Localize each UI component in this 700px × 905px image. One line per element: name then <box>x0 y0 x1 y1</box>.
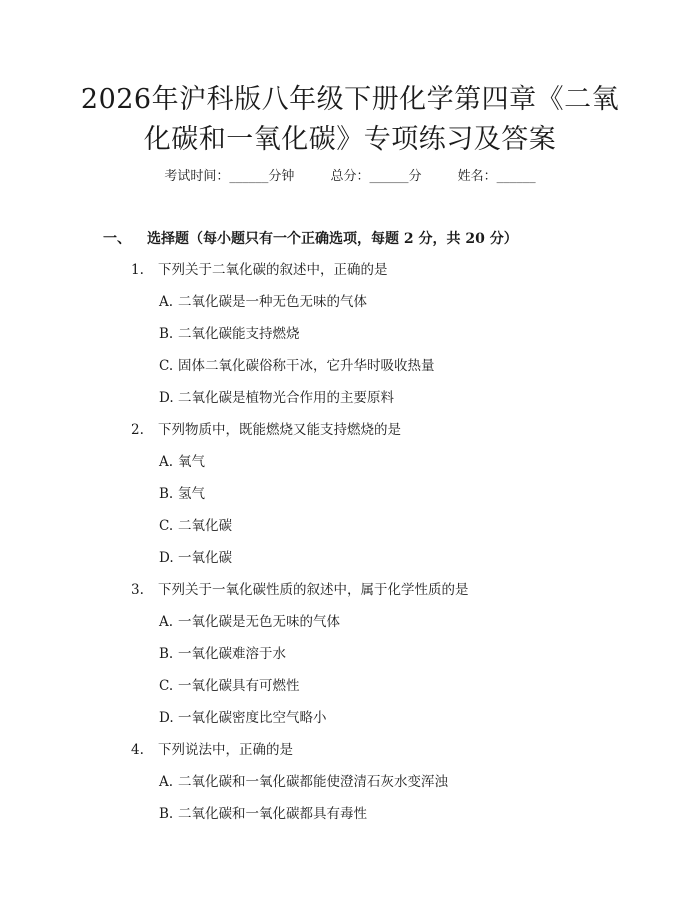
question-number: 4. <box>131 742 144 758</box>
option-letter: A. <box>159 294 174 310</box>
option <box>159 452 205 472</box>
option-letter: D. <box>159 710 174 726</box>
option <box>159 676 300 696</box>
option-letter: B. <box>159 806 174 822</box>
question-text: 下列关于二氧化碳的叙述中，正确的是 <box>158 262 388 278</box>
option <box>159 356 435 376</box>
option-letter: B. <box>159 486 174 502</box>
option-letter: A. <box>159 774 174 790</box>
option-letter: C. <box>159 678 174 694</box>
section-heading <box>103 228 518 250</box>
option-text: 一氧化碳具有可燃性 <box>178 678 300 694</box>
option-text: 二氧化碳和一氧化碳都具有毒性 <box>178 806 367 822</box>
option-letter: D. <box>159 550 174 566</box>
question-number: 3. <box>131 582 144 598</box>
student-name: 姓名：______ <box>457 169 536 184</box>
question-text: 下列说法中，正确的是 <box>158 742 293 758</box>
option <box>159 548 232 568</box>
option-letter: C. <box>159 518 174 534</box>
option-text: 氧气 <box>178 454 205 470</box>
exam-score: 总分：______分 <box>330 169 422 184</box>
question <box>131 580 469 600</box>
option-letter: B. <box>159 646 174 662</box>
option-text: 一氧化碳难溶于水 <box>178 646 286 662</box>
option-text: 一氧化碳是无色无味的气体 <box>178 614 340 630</box>
option-text: 一氧化碳 <box>178 550 232 566</box>
title-line-2: 化碳和一氧化碳》专项练习及答案 <box>143 124 557 155</box>
option-text: 二氧化碳是一种无色无味的气体 <box>178 294 367 310</box>
question <box>131 740 293 760</box>
option-text: 氢气 <box>178 486 205 502</box>
question-text: 下列关于一氧化碳性质的叙述中，属于化学性质的是 <box>158 582 469 598</box>
option-letter: C. <box>159 358 174 374</box>
option-letter: B. <box>159 326 174 342</box>
option-letter: D. <box>159 390 174 406</box>
option <box>159 516 232 536</box>
option-text: 二氧化碳能支持燃烧 <box>178 326 300 342</box>
section-title: 选择题（每小题只有一个正确选项，每题 2 分，共 20 分） <box>147 231 518 247</box>
exam-meta <box>0 167 700 187</box>
option-text: 二氧化碳 <box>178 518 232 534</box>
option <box>159 644 286 664</box>
question-text: 下列物质中，既能燃烧又能支持燃烧的是 <box>158 422 401 438</box>
option <box>159 708 327 728</box>
section-number: 一、 <box>103 231 131 247</box>
option <box>159 292 367 312</box>
question <box>131 260 388 280</box>
option <box>159 324 300 344</box>
option-letter: A. <box>159 614 174 630</box>
option <box>159 388 394 408</box>
option <box>159 484 205 504</box>
option-letter: A. <box>159 454 174 470</box>
document-title <box>60 80 640 160</box>
question-number: 2. <box>131 422 144 438</box>
exam-time: 考试时间：______分钟 <box>164 169 295 184</box>
option <box>159 804 367 824</box>
option <box>159 772 448 792</box>
option <box>159 612 340 632</box>
option-text: 固体二氧化碳俗称干冰，它升华时吸收热量 <box>178 358 435 374</box>
option-text: 二氧化碳和一氧化碳都能使澄清石灰水变浑浊 <box>178 774 448 790</box>
option-text: 一氧化碳密度比空气略小 <box>178 710 327 726</box>
option-text: 二氧化碳是植物光合作用的主要原料 <box>178 390 394 406</box>
question <box>131 420 401 440</box>
question-number: 1. <box>131 262 144 278</box>
title-line-1: 2026年沪科版八年级下册化学第四章《二氧 <box>80 84 620 115</box>
